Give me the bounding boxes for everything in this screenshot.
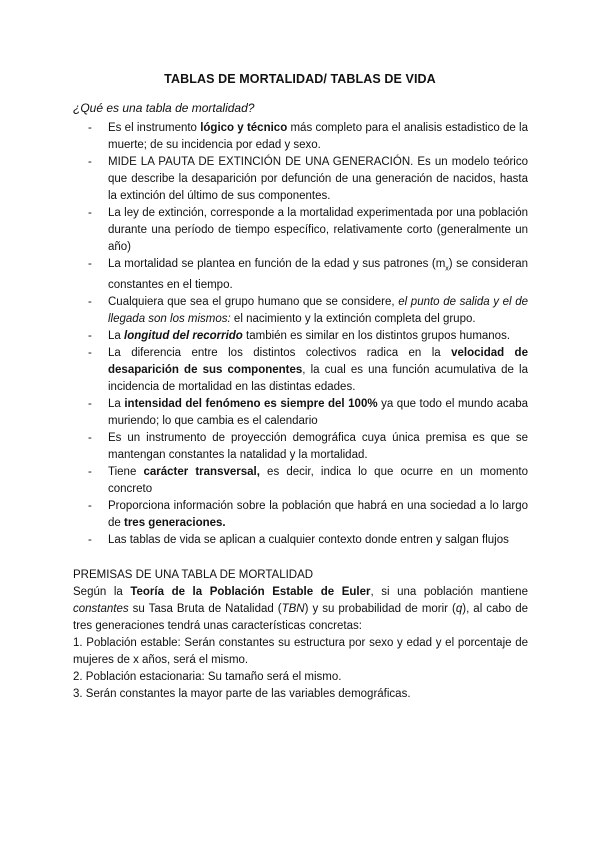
bullet-dash: - xyxy=(88,347,92,360)
list-item: - Proporciona información sobre la población que habrá en una sociedad a lo largo de tres generaciones. xyxy=(88,500,528,530)
bullet-dash: - xyxy=(88,466,92,479)
list-item: - Es un instrumento de proyección demográfica cuya única premisa es que se mantengan constantes la natalidad y la mortalidad. xyxy=(88,432,528,462)
list-item: - MIDE LA PAUTA DE EXTINCIÓN DE UNA GENERACIÓN. Es un modelo teórico que describe la desaparición por defunción de una generación de nacidos, hasta la extinción del último de sus componentes. xyxy=(88,156,528,202)
definition-list xyxy=(88,120,528,549)
list-item: - La intensidad del fenómeno es siempre del 100% ya que todo el mundo acaba muriendo; lo que cambia es el calendario xyxy=(88,398,528,428)
bullet-dash: - xyxy=(88,500,92,513)
list-item: - Cualquiera que sea el grupo humano que se considere, el punto de salida y el de llegada son los mismos: el nacimiento y la extinción completa del grupo. xyxy=(88,296,529,326)
bullet-dash: - xyxy=(88,534,92,547)
premise-item-1: 1. Población estable: Serán constantes su estructura por sexo y edad y el porcentaje de mujeres de x años, será el mismo. xyxy=(73,637,528,666)
premises-section xyxy=(73,567,528,703)
bullet-dash: - xyxy=(88,258,92,270)
list-item: - Las tablas de vida se aplican a cualquier contexto donde entren y salgan flujos xyxy=(88,532,528,549)
bullet-dash: - xyxy=(88,330,92,343)
list-item: - La diferencia entre los distintos colectivos radica en la velocidad de desaparición de sus componentes, la cual es una función acumulativa de la incidencia de mortalidad en las distintas edades. xyxy=(88,347,528,394)
premise-item-2: 2. Población estacionaria: Su tamaño será el mismo. xyxy=(73,671,342,683)
list-item: - Tiene carácter transversal, es decir, indica lo que ocurre en un momento concreto xyxy=(88,466,528,496)
bullet-dash: - xyxy=(88,207,92,219)
question-heading: ¿Qué es una tabla de mortalidad? xyxy=(73,101,255,115)
bullet-dash: - xyxy=(88,398,92,411)
list-item: - La longitud del recorrido también es similar en los distintos grupos humanos. xyxy=(88,328,528,345)
list-item: - Es el instrumento lógico y técnico más completo para el analisis estadistico de la muerte; de su incidencia por edad y sexo. xyxy=(88,122,528,151)
list-item: - La ley de extinción, corresponde a la mortalidad experimentada por una población durante una período de tiempo específico, relativamente corto (generalmente un año) xyxy=(88,207,528,253)
page-title: TABLAS DE MORTALIDAD/ TABLAS DE VIDA xyxy=(164,72,436,86)
premises-heading: PREMISAS DE UNA TABLA DE MORTALIDAD xyxy=(73,569,314,581)
bullet-dash: - xyxy=(88,156,92,168)
premise-item-3: 3. Serán constantes la mayor parte de las variables demográficas. xyxy=(73,688,411,700)
bullet-dash: - xyxy=(88,122,92,134)
bullet-dash: - xyxy=(88,432,92,445)
list-item: - La mortalidad se plantea en función de la edad y sus patrones $(m_x)$ se consideran constantes en el tiempo. xyxy=(88,258,528,292)
premises-intro: Según la Teoría de la Población Estable de Euler, si una población mantiene constantes su Tasa Bruta de Natalidad (TBN) y su probabilidad de morir (q), al cabo de tres generaciones tendrá unas características concretas: xyxy=(73,586,528,632)
bullet-dash: - xyxy=(88,296,92,309)
